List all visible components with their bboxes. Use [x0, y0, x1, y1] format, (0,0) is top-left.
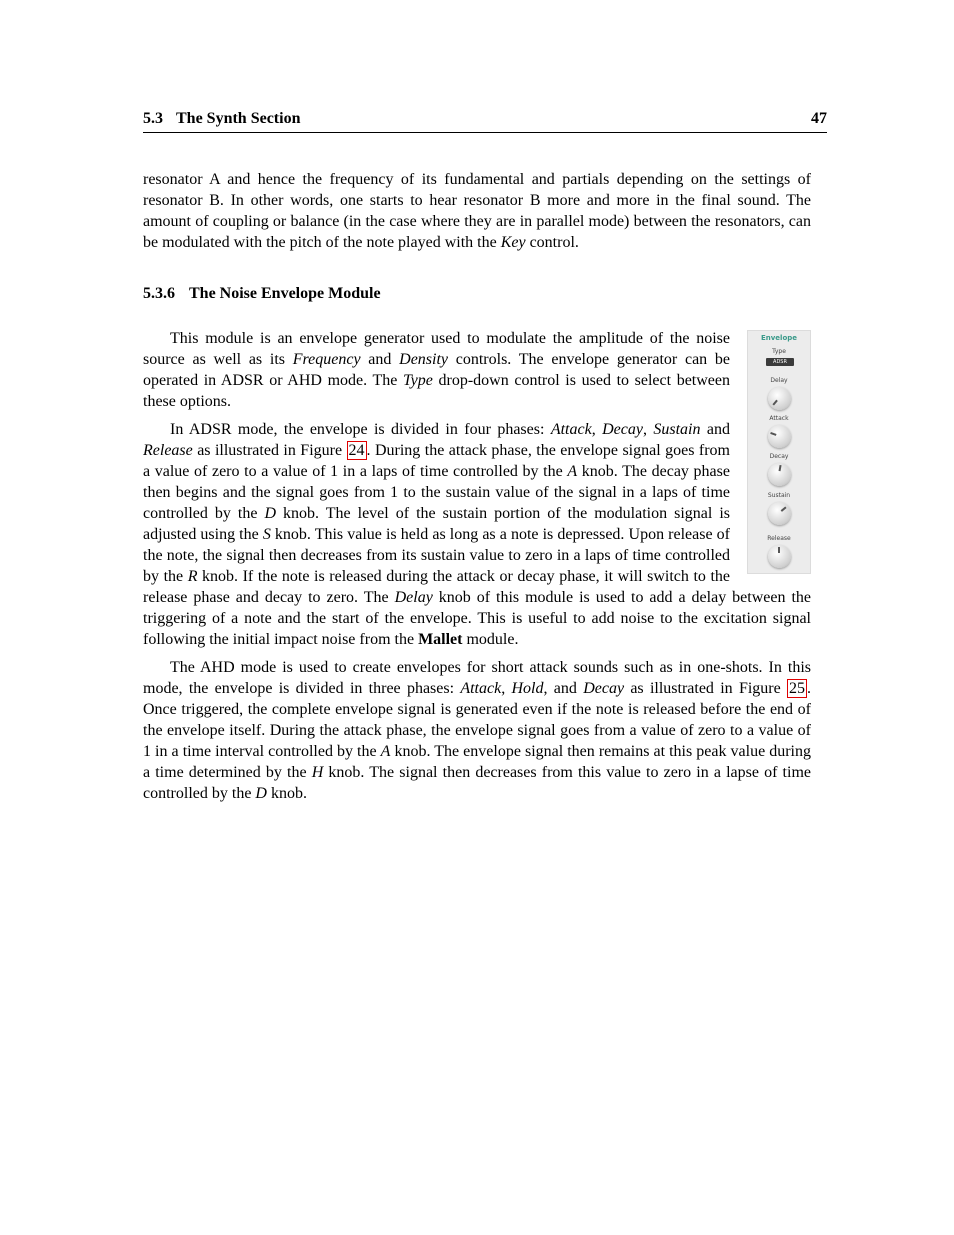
running-header [143, 110, 827, 133]
text-run: This module is an envelope generator used to modulate the amplitude of the noise source as well as its [143, 330, 730, 368]
text-run: knob. The signal then decreases from this value to zero in a lapse of time controlled by the [143, 764, 811, 802]
knob-label-attack: Attack [769, 415, 789, 422]
knob-indicator [779, 465, 782, 471]
paragraph-1 [143, 328, 811, 412]
term-mallet: Mallet [418, 631, 463, 648]
knob-label-sustain: Sustain [767, 492, 791, 499]
knob-indicator [770, 432, 776, 436]
text-run: . Once triggered, the complete envelope signal is generated even if the note is released before the end of the envelope itself. During the attack phase, the envelope signal goes from a value of zero to a value of 1 in a time interval controlled by the [143, 680, 812, 760]
term-frequency: Frequency [292, 351, 361, 368]
page-number: 47 [811, 110, 827, 127]
text-run: drop-down control is used to select between these options. [143, 372, 731, 410]
text-run: , [591, 421, 603, 438]
paragraph-3 [143, 657, 811, 804]
term-a: A [380, 743, 391, 760]
text-run: , [642, 421, 654, 438]
header-section [143, 110, 300, 128]
header-section-number: 5.3 [143, 110, 163, 127]
intro-paragraph [143, 169, 811, 253]
intro-end-text: control. [525, 234, 579, 251]
subsection-number: 5.3.6 [143, 285, 175, 302]
text-run: , [501, 680, 512, 697]
term-decay: Decay [583, 680, 625, 697]
intro-key-term: Key [500, 234, 526, 251]
text-run: knob. The decay phase then begins and the signal goes from 1 to the sustain value of the signal in a laps of time controlled by the [143, 463, 730, 522]
knob-indicator [778, 547, 780, 553]
term-release: Release [143, 442, 193, 459]
text-run: controls. The envelope generator can be operated in ADSR or AHD mode. The [143, 351, 731, 389]
figure-24-link[interactable]: 24 [348, 442, 365, 459]
knob-indicator [781, 506, 787, 511]
delay-knob [768, 387, 791, 410]
knob-label-release: Release [767, 535, 791, 542]
term-hold: Hold [511, 680, 544, 697]
attack-knob [768, 425, 791, 448]
header-section-title: The Synth Section [176, 110, 301, 127]
text-run: The AHD mode is used to create envelopes for short attack sounds such as in one-shots. In this mode, the envelope is divided in three phases: [143, 659, 811, 697]
term-attack: Attack [550, 421, 592, 438]
text-run: module. [462, 631, 519, 648]
term-density: Density [399, 351, 449, 368]
panel-type-label: Type [772, 348, 786, 355]
term-h: H [311, 764, 324, 781]
subsection-title: The Noise Envelope Module [189, 285, 381, 302]
term-type: Type [402, 372, 433, 389]
intro-text: resonator A and hence the frequency of its fundamental and partials depending on the settings of resonator B. In other words, one starts to hear resonator B more and more in the final sound. The amount of coupling or balance (in the case where they are in parallel mode) between the resonators, can be modulated with the pitch of the note played with the [143, 171, 811, 251]
text-run: knob of this module is used to add a delay between the triggering of a note and the start of the envelope. This is useful to add noise to the excitation signal following the initial impact noise from the [143, 589, 811, 648]
knob-label-decay: Decay [769, 453, 789, 460]
term-sustain: Sustain [653, 421, 701, 438]
text-run: In ADSR mode, the envelope is divided in four phases: [170, 421, 551, 438]
release-knob [768, 545, 791, 568]
subsection-heading [143, 283, 811, 304]
sustain-knob [768, 502, 791, 525]
subsection-body [143, 328, 811, 804]
term-s: S [262, 526, 271, 543]
decay-knob [768, 463, 791, 486]
main-content [143, 169, 811, 804]
type-dropdown: ADSR [766, 358, 794, 366]
envelope-panel-figure [747, 330, 811, 574]
text-run: knob. [266, 785, 307, 802]
panel-title: Envelope [760, 334, 798, 342]
term-d: D [264, 505, 277, 522]
term-attack: Attack [460, 680, 502, 697]
text-run: knob. This value is held as long as a note is depressed. Upon release of the note, the signal then decreases from its sustain value to zero in a laps of time controlled by the [143, 526, 730, 585]
term-d: D [255, 785, 267, 802]
text-run: as illustrated in Figure [624, 680, 788, 697]
text-run: , and [543, 680, 584, 697]
figure-25-link[interactable]: 25 [789, 680, 806, 697]
term-delay: Delay [394, 589, 433, 606]
text-run: . During the attack phase, the envelope signal goes from a value of zero to a value of 1 in a laps of time controlled by the [143, 442, 731, 480]
text-run: and [700, 421, 731, 438]
text-run: knob. The envelope signal then remains at this peak value during a time determined by the [143, 743, 812, 781]
text-run: as illustrated in Figure [192, 442, 347, 459]
term-decay: Decay [602, 421, 643, 438]
knob-label-delay: Delay [770, 377, 788, 384]
paragraph-2 [143, 419, 811, 650]
term-a: A [567, 463, 578, 480]
term-r: R [187, 568, 198, 585]
knob-indicator [772, 400, 777, 406]
text-run: knob. The level of the sustain portion of the modulation signal is adjusted using the [143, 505, 730, 543]
text-run: and [360, 351, 400, 368]
text-run: knob. If the note is released during the attack or decay phase, it will switch to the release phase and decay to zero. The [143, 568, 731, 606]
